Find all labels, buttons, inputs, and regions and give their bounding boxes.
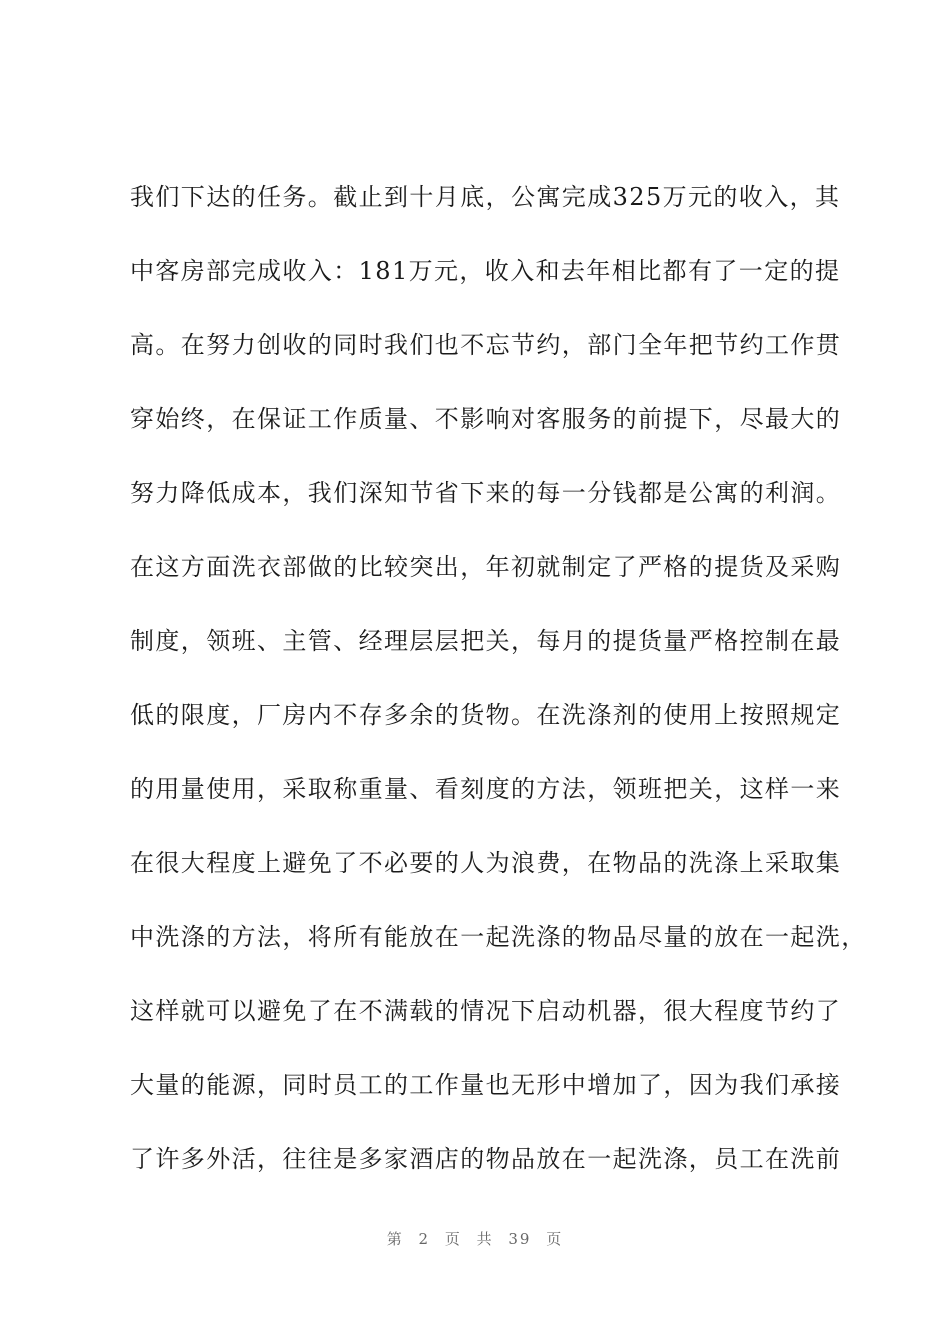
text-line-14: 了许多外活，往往是多家酒店的物品放在一起洗涤，员工在洗前 [130, 1145, 842, 1173]
text-line-4: 穿始终，在保证工作质量、不影响对客服务的前提下，尽最大的 [130, 405, 842, 433]
text-line-12: 这样就可以避免了在不满载的情况下启动机器，很大程度节约了 [130, 997, 842, 1025]
text-line-7: 制度，领班、主管、经理层层把关，每月的提货量严格控制在最 [130, 627, 842, 655]
document-body [130, 160, 867, 1196]
text-line-5: 努力降低成本，我们深知节省下来的每一分钱都是公寓的利润。 [130, 479, 842, 507]
page-number-footer: 第 2 页 共 39 页 [386, 1230, 564, 1248]
text-line-8: 低的限度，厂房内不存多余的货物。在洗涤剂的使用上按照规定 [130, 701, 842, 729]
text-line-6: 在这方面洗衣部做的比较突出，年初就制定了严格的提货及采购 [130, 553, 842, 581]
text-line-3: 高。在努力创收的同时我们也不忘节约，部门全年把节约工作贯 [130, 331, 842, 359]
text-line-1: 我们下达的任务。截止到十月底，公寓完成325万元的收入，其 [130, 183, 841, 211]
text-line-13: 大量的能源，同时员工的工作量也无形中增加了，因为我们承接 [130, 1071, 842, 1099]
text-line-9: 的用量使用，采取称重量、看刻度的方法，领班把关，这样一来 [130, 775, 842, 803]
text-line-10: 在很大程度上避免了不必要的人为浪费，在物品的洗涤上采取集 [130, 849, 842, 877]
text-line-11: 中洗涤的方法，将所有能放在一起洗涤的物品尽量的放在一起洗， [130, 923, 867, 951]
text-line-2: 中客房部完成收入：181万元，收入和去年相比都有了一定的提 [130, 257, 841, 285]
